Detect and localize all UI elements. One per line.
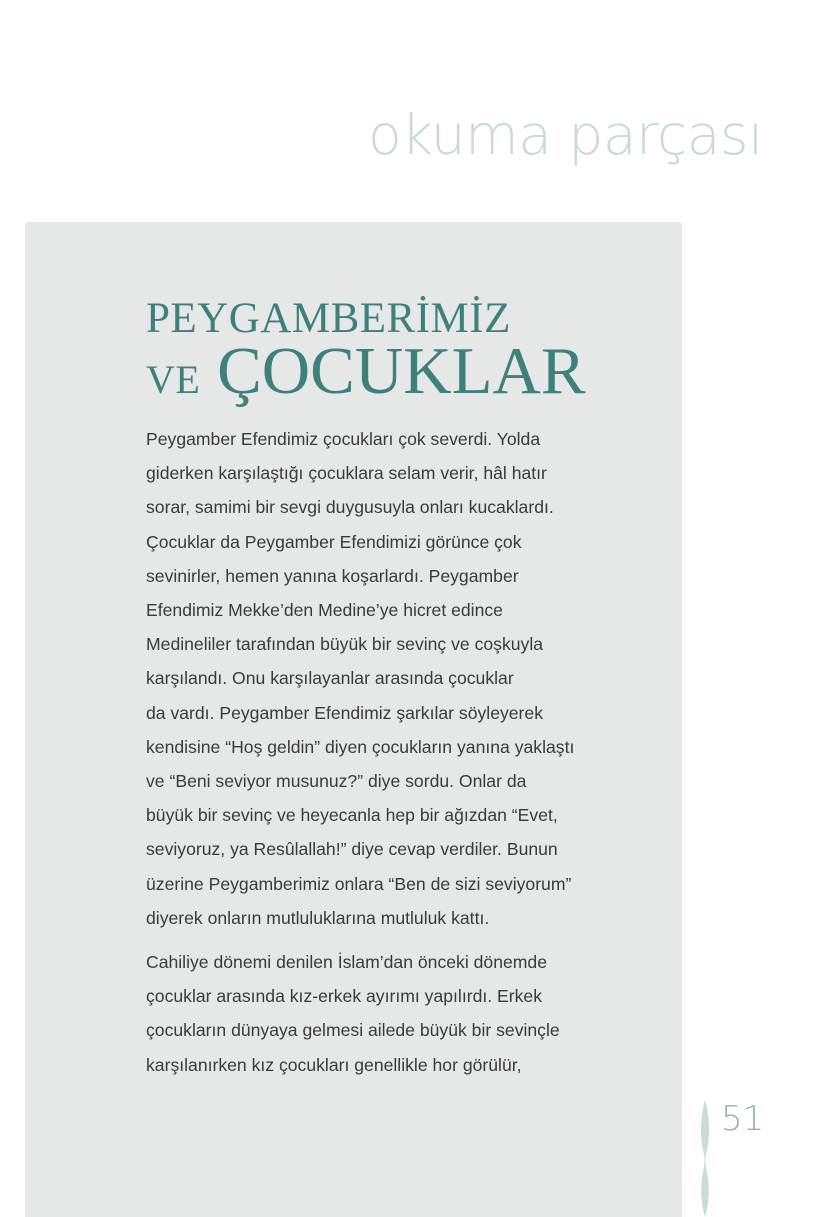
title-main: ÇOCUKLAR bbox=[217, 334, 586, 408]
title-prefix: VE bbox=[146, 357, 201, 402]
text-line: seviyoruz, ya Resûlallah!” diye cevap verdiler. Bunun bbox=[146, 839, 558, 860]
text-line: çocuklar arasında kız-erkek ayırımı yapılırdı. Erkek bbox=[146, 986, 542, 1007]
text-line: Peygamber Efendimiz çocukları çok severdi. Yolda bbox=[146, 429, 541, 449]
text-line: çocukların dünyaya gelmesi ailede büyük bir sevinçle bbox=[146, 1020, 560, 1041]
paragraph-1 bbox=[146, 422, 618, 935]
text-line: Çocuklar da Peygamber Efendimizi görünce çok bbox=[146, 531, 522, 552]
page-marker-ornament bbox=[696, 1100, 714, 1217]
text-line: sorar, samimi bir sevgi duygusuyla onları kucaklardı. bbox=[146, 497, 554, 518]
text-line: sevinirler, hemen yanına koşarlardı. Peygamber bbox=[146, 565, 519, 586]
text-line: ve “Beni seviyor musunuz?” diye sordu. Onlar da bbox=[146, 771, 527, 792]
section-label: okuma parçası bbox=[368, 103, 763, 167]
title-line2 bbox=[146, 334, 586, 408]
text-line: kendisine “Hoş geldin” diyen çocukların yanına yaklaştı bbox=[146, 736, 575, 757]
page-number: 51 bbox=[721, 1099, 765, 1139]
text-line: karşılanırken kız çocukları genellikle hor görülür, bbox=[146, 1054, 522, 1075]
title-line1: PEYGAMBERİMİZ bbox=[146, 295, 511, 342]
text-line: büyük bir sevinç ve heyecanla hep bir ağızdan “Evet, bbox=[146, 805, 558, 826]
text-line: da vardı. Peygamber Efendimiz şarkılar söyleyerek bbox=[146, 702, 544, 723]
text-line: Cahiliye dönemi denilen İslam’dan önceki dönemde bbox=[146, 952, 547, 973]
text-line: Efendimiz Mekke’den Medine’ye hicret edince bbox=[146, 600, 503, 621]
text-line: üzerine Peygamberimiz onlara “Ben de sizi seviyorum” bbox=[146, 873, 572, 894]
paragraph-gap bbox=[146, 935, 618, 945]
text-line: Medineliler tarafından büyük bir sevinç ve coşkuyla bbox=[146, 634, 544, 655]
body-text bbox=[146, 422, 618, 1082]
text-line: karşılandı. Onu karşılayanlar arasında çocuklar bbox=[146, 668, 514, 689]
text-line: diyerek onların mutluluklarına mutluluk kattı. bbox=[146, 907, 490, 928]
text-line: giderken karşılaştığı çocuklara selam verir, hâl hatır bbox=[146, 463, 547, 484]
paragraph-2 bbox=[146, 945, 618, 1082]
